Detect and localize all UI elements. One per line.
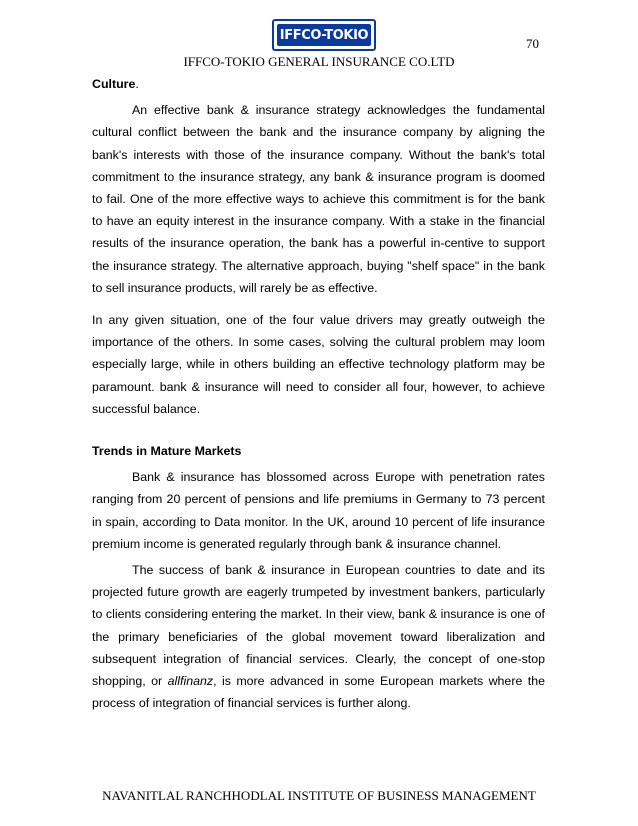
company-logo (270, 18, 378, 52)
italic-term: allfinanz (167, 674, 214, 689)
paragraph: An effective bank & insurance strategy acknowledges the fundamental cultural conflict between the bank and the insurance company by aligning the bank's interests with those of the insurance company. Without the bank's total commitment to the insurance strategy, any bank & insurance program is doomed to fail. One of the more effective ways to achieve this commitment is for the bank to have an equity interest in the insurance company. With a stake in the financial results of the insurance operation, the bank has a powerful in-centive to support the insurance strategy. The alternative approach, buying "shelf space" in the bank to sell insurance products, will rarely be as effective. (92, 103, 545, 295)
logo-frame (272, 19, 376, 51)
section-heading-culture: Culture. (92, 77, 139, 91)
document-body (92, 73, 545, 714)
page-footer: NAVANITLAL RANCHHODLAL INSTITUTE OF BUSINESS MANAGEMENT (102, 788, 536, 803)
logo-text: IFFCO-TOKIO (279, 27, 369, 43)
paragraph: Bank & insurance has blossomed across Europe with penetration rates ranging from 20 percent of pensions and life premiums in Germany to 73 percent in spain, according to Data monitor. In the UK, around 10 percent of life insurance premium income is generated regularly through bank & insurance channel. (92, 470, 545, 551)
page-number: 70 (526, 36, 539, 51)
paragraph: The success of bank & insurance in European countries to date and its projected future growth are eagerly trumpeted by investment bankers, particularly to clients considering entering the market. In their view, bank & insurance is one of the primary beneficiaries of the global movement toward liberalization and subsequent integration of financial services. Clearly, the concept of one-stop shopping, or allfinanz, is more advanced in some European markets where the process of integration of financial services is further along. (92, 563, 545, 711)
page-header: IFFCO-TOKIO GENERAL INSURANCE CO.LTD (183, 54, 455, 69)
logo-badge (277, 24, 371, 46)
section-heading-trends: Trends in Mature Markets (92, 444, 242, 459)
paragraph: In any given situation, one of the four value drivers may greatly outweigh the importance of the others. In some cases, solving the cultural problem may loom especially large, while in others building an effective technology platform may be paramount. bank & insurance will need to consider all four, however, to achieve successful balance. (92, 313, 545, 416)
